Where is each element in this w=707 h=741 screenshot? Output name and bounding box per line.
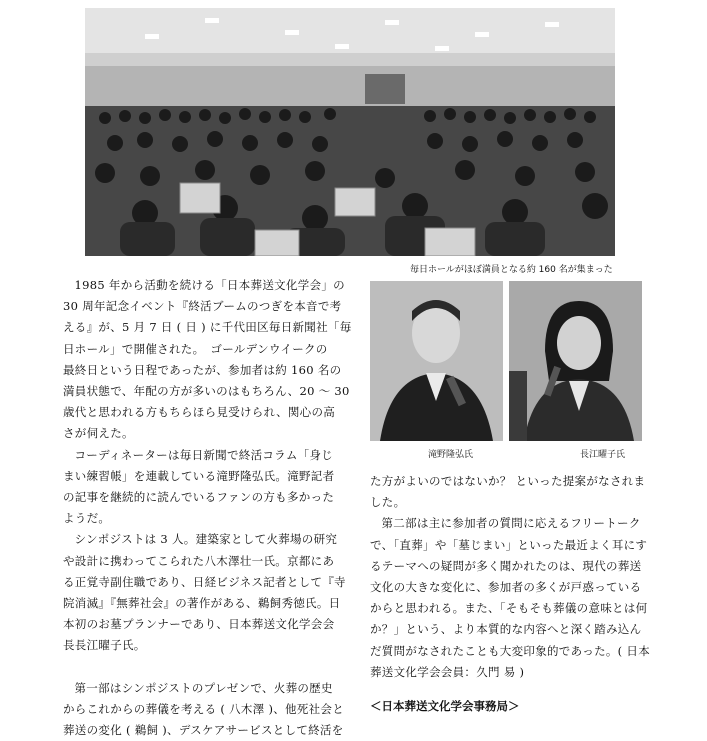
text-line: した。 [370,495,406,510]
article-left-column [63,275,363,741]
text-line: コーディネーターは毎日新聞で終活コラム「身じ [74,447,334,462]
text-line: からと思われる。また、「そもそも葬儀の意味とは何 [370,601,648,616]
portrait-caption-nagae: 長江曜子氏 [580,450,626,460]
text-line: で、「直葬」や「墓じまい」といった最近よく耳にす [370,537,648,552]
text-line: か？」という、より本質的な内容へと深く踏み込ん [370,622,642,637]
hall-scene [85,8,615,256]
text-line: 満員状態で、年配の方が多いのはもちろん、20 ～ 30 [63,384,350,399]
text-line: からこれからの葬儀を考える ( 八木澤 )、他死社会と [63,702,345,717]
text-line: るテーマへの疑問が多く聞かれたのは、現代の葬送 [370,558,642,573]
text-line [63,657,363,678]
portrait-caption-takino: 滝野隆弘氏 [428,450,474,460]
text-line: える』が、5 月 7 日 ( 日 ) に千代田区毎日新聞社「毎 [63,320,352,335]
text-line: 本初のお墓プランナーであり、日本葬送文化学会会 [63,617,335,632]
text-line: 長長江曜子氏。 [63,638,146,653]
text-line: シンポジストは 3 人。建築家として火葬場の研究 [74,532,338,547]
hall-photo [85,8,615,256]
text-line: 第二部は主に参加者の質問に応えるフリートーク [381,516,641,531]
article-right-column [370,471,660,683]
text-line: や設計に携わってこられた八木澤壮一氏。京都にあ [63,553,335,568]
hall-photo-caption: 毎日ホールがほぼ満員となる約 160 名が集まった [410,265,613,275]
text-line: の記事を継続的に読んでいるファンの方も多かった [63,490,335,505]
text-line: る正覚寺副住職であり、日経ビジネス記者として『寺 [63,574,346,589]
text-line: 最終日という日程であったが、参加者は約 160 名の [63,362,342,377]
text-line: 文化の大きな変化に、参加者の多くが戸惑っている [370,580,642,595]
text-line: まい練習帳」を連載している滝野隆弘氏。滝野記者 [63,468,335,483]
text-line: さが伺えた。 [63,426,134,441]
text-line: ようだ。 [63,511,111,526]
text-line: 30 周年記念イベント『終活ブームのつぎを本音で考 [63,299,342,314]
portrait-nagae-image [509,281,642,441]
text-line: 院消滅』『無葬社会』の著作がある、鵜飼秀徳氏。日 [63,596,341,611]
text-line: 葬送の変化 ( 鵜飼 )、デスケアサービスとして終活を [63,723,344,738]
footer-contact: ＜日本葬送文化学会事務局＞ [370,699,520,713]
text-line: 葬送文化学会会員：久門 易 ) [370,664,525,679]
portrait-photo-nagae [509,281,642,441]
text-line: た方がよいのではないか？ といった提案がなされま [370,474,646,488]
text-line: 第一部はシンポジストのプレゼンで、火葬の歴史 [74,680,333,695]
portrait-photo-takino [370,281,503,441]
text-line: だ質問がなされたことも大変印象的であった。( 日本 [370,643,651,658]
text-line: 1985 年から活動を続ける「日本葬送文化学会」の [74,278,345,292]
text-line: 歳代と思われる方もちらほら見受けられ、関心の高 [63,405,336,420]
portrait-takino-image [370,281,503,441]
text-line: 日ホール」で開催された。 ゴールデンウイークの [63,341,328,356]
